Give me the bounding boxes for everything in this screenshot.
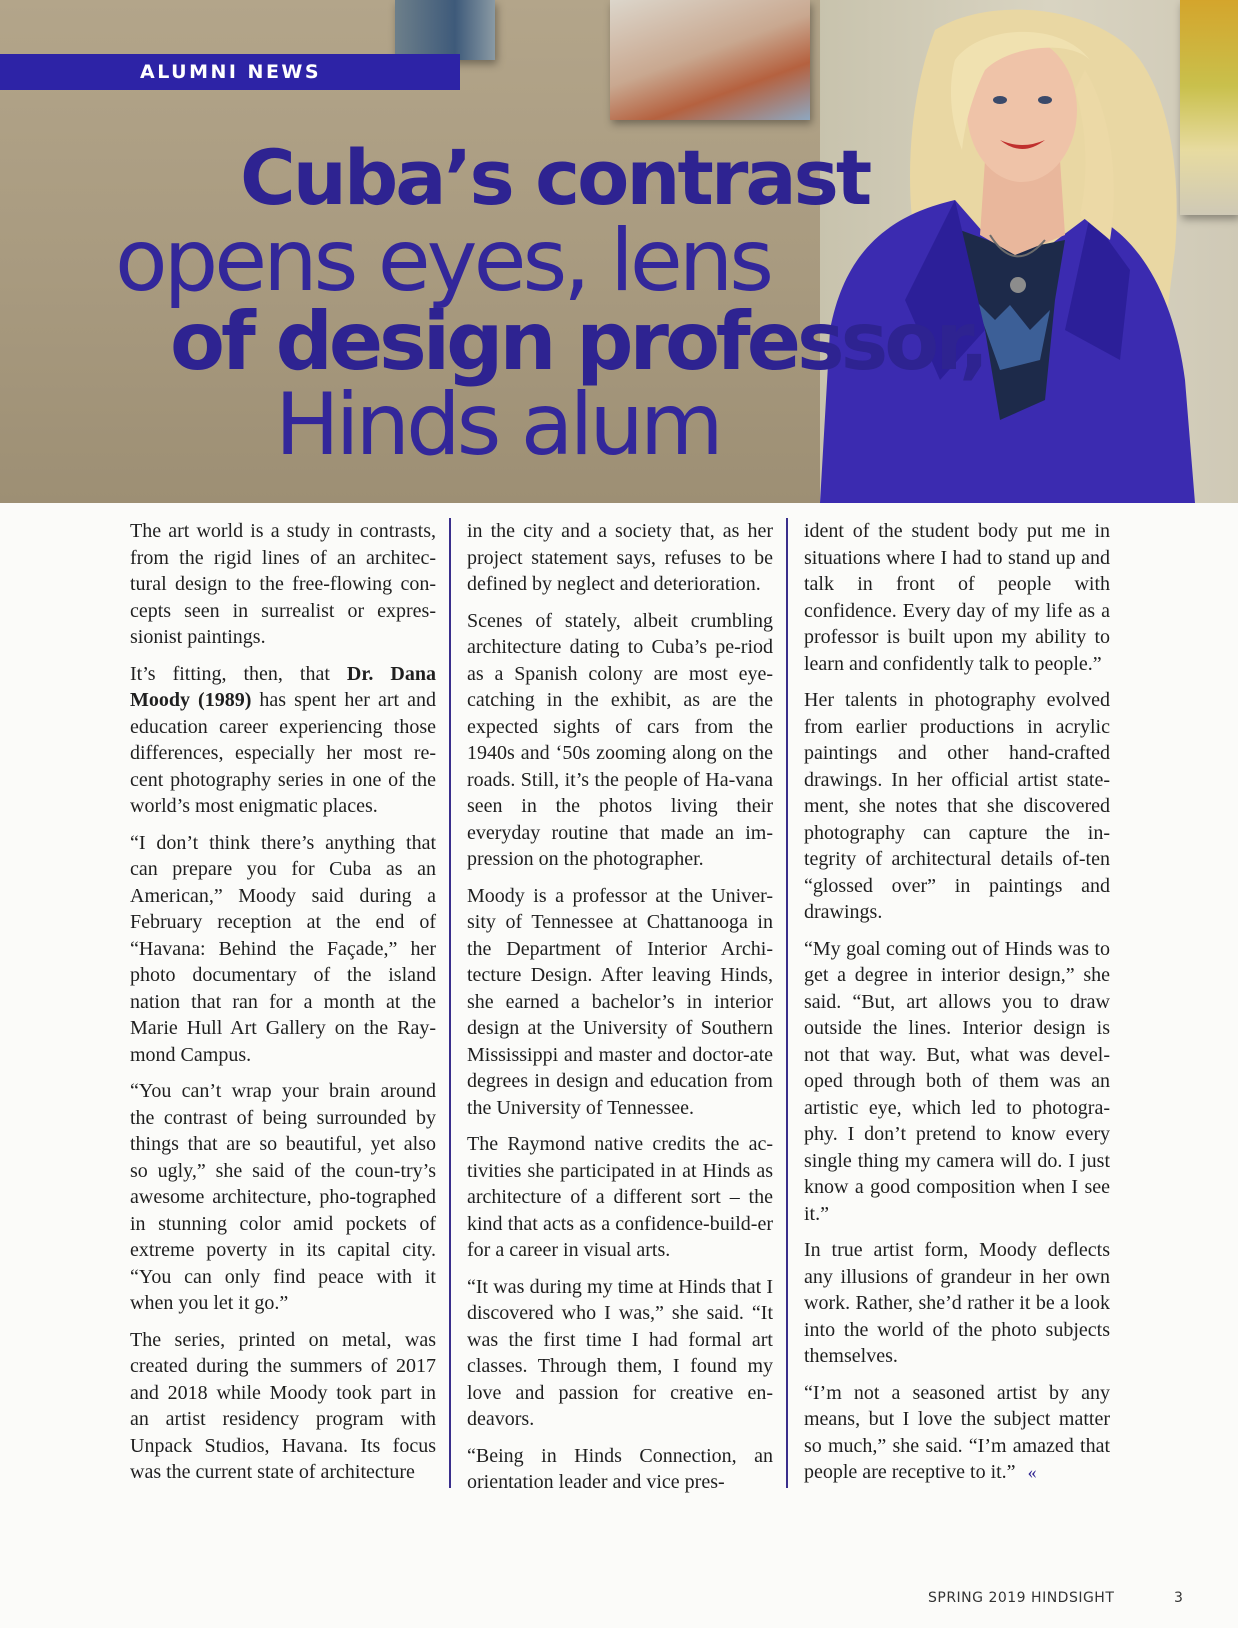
paragraph: ident of the student body put me in situations where I had to stand up and talk in front of people with confidence. Every day of my life as a professor is built upon my ability to learn and confidently talk to people.” (804, 520, 1110, 675)
headline-line-1: Cuba’s contrast (240, 133, 870, 222)
column-divider (449, 518, 451, 1488)
paragraph: Her talents in photography evolved from earlier productions in acrylic paintings and other hand-crafted drawings. In her official artist state-ment, she notes that she discovered photography can capture the in-tegrity of architectural details of-ten “glossed over” in paintings and drawings. (804, 689, 1110, 923)
section-label: ALUMNI NEWS (140, 61, 322, 83)
page-footer (0, 1590, 1238, 1614)
article-column-2 (467, 518, 773, 1506)
paragraph: “It was during my time at Hinds that I discovered who I was,” she said. “It was the first time I had formal art classes. Through them, I found my love and passion for creative en-deavors. (467, 1275, 773, 1430)
page-number: 3 (1174, 1590, 1183, 1606)
paragraph: Scenes of stately, albeit crumbling architecture dating to Cuba’s pe-riod as a Spanish colony are most eye-catching in the exhibit, as are the expected sights of cars from the 1940s and ‘50s zooming along on the roads. Still, it’s the people of Ha-vana seen in the photos living their everyday routine that made an im-pression on the photographer. (467, 609, 773, 870)
paragraph-text: It’s fitting, then, that (130, 662, 347, 685)
paragraph (804, 1380, 1110, 1486)
headline-line-3: of design professor, (170, 295, 986, 388)
paragraph: Moody is a professor at the Univer-sity of Tennessee at Chattanooga in the Department of Interior Archi-tecture Design. After leaving Hinds, she earned a bachelor’s in interior design at the University of Southern Mississippi and master and doctor-ate degrees in design and education from the University of Tennessee. (467, 884, 773, 1119)
paragraph-text: has spent her art and education career experiencing those differences, especially her most re-cent photography series in one of the world’s most enigmatic places. (130, 689, 436, 817)
paragraph (130, 661, 436, 820)
paragraph: in the city and a society that, as her project statement says, refuses to be defined by neglect and deterioration. (467, 520, 773, 595)
section-banner (0, 54, 460, 90)
paragraph: “You can’t wrap your brain around the contrast of being surrounded by things that are so beautiful, yet also so ugly,” she said of the coun-try’s awesome architecture, pho-tographed in stunning color amid pockets of extreme poverty in its capital city. “You can only find peace with it when you let it go.” (130, 1080, 436, 1314)
hero-photo (0, 0, 1238, 503)
paragraph: “My goal coming out of Hinds was to get a degree in interior design,” she said. “But, art allows you to draw outside the lines. Interior design is not that way. But, what was devel-oped through both of them was an artistic eye, which led to photogra-phy. I don’t pretend to know every single thing my camera will do. I just know a good composition when I see it.” (804, 937, 1110, 1225)
column-divider (786, 518, 788, 1488)
paragraph-text: “I’m not a seasoned artist by any means, but I love the subject matter so much,” she said. “I’m amazed that people are receptive to it.” (804, 1381, 1110, 1483)
paragraph: The Raymond native credits the ac-tivities she participated in at Hinds as architecture of a different sort – the kind that acts as a confidence-build-er for a career in visual arts. (467, 1133, 773, 1261)
paragraph: In true artist form, Moody deflects any illusions of grandeur in her own work. Rather, she’d rather it be a look into the world of the photo subjects themselves. (804, 1239, 1110, 1367)
paragraph: The art world is a study in contrasts, from the rigid lines of an architec-tural design to the free-flowing con-cepts seen in surrealist or expres-sionist paintings. (130, 520, 436, 648)
alumnus-name: Dr. Dana Moody (1989) (130, 662, 436, 711)
paragraph: The series, printed on metal, was created during the summers of 2017 and 2018 while Moody took part in an artist residency program with Unpack Studios, Havana. Its focus was the current state of architecture (130, 1328, 436, 1483)
publication-title: SPRING 2019 HINDSIGHT (928, 1590, 1115, 1606)
article-column-3 (804, 518, 1110, 1496)
article-body (130, 518, 1120, 1493)
paragraph: “I don’t think there’s anything that can prepare you for Cuba as an American,” Moody said during a February reception at the end of “Havana: Behind the Façade,” her photo documentary of the island nation that ran for a month at the Marie Hull Art Gallery on the Ray-mond Campus. (130, 831, 436, 1066)
headline-line-2: opens eyes, lens (115, 211, 771, 311)
end-of-story-mark: « (1027, 1462, 1037, 1482)
headline-line-4: Hinds alum (275, 375, 720, 475)
article-column-1 (130, 518, 436, 1496)
paragraph: “Being in Hinds Connection, an orientation leader and vice pres- (467, 1444, 773, 1493)
